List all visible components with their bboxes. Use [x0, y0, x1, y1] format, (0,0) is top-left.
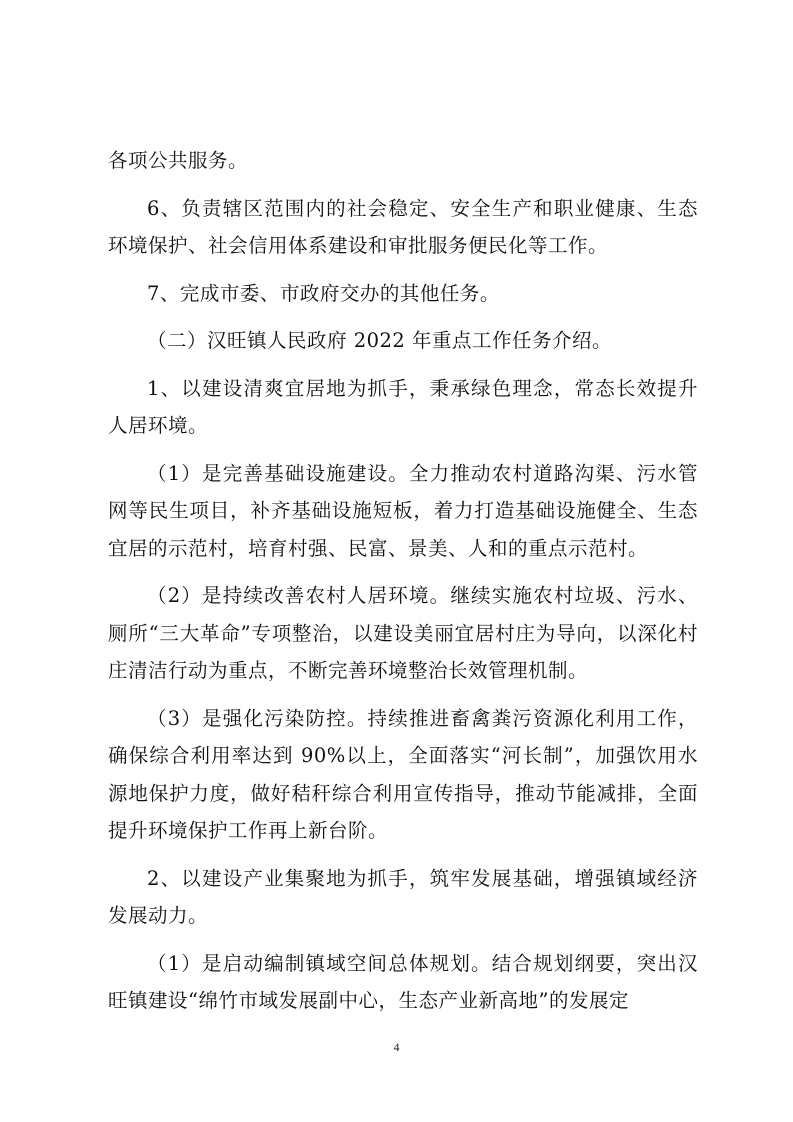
paragraph-task-2: 2、以建设产业集聚地为抓手，筑牢发展基础，增强镇域经济发展动力。 — [108, 866, 698, 927]
section-heading: （二）汉旺镇人民政府 2022 年重点工作任务介绍。 — [147, 329, 613, 352]
paragraph-task-1-sub-3: （3）是强化污染防控。持续推进畜禽粪污资源化利用工作，确保综合利用率达到 90%以上，全面落实“河长制”，加强饮用水源地保护力度，做好秸秆综合利用宣传指导，推动节能减排，全面提升环境保护工作再上新台阶。 — [108, 706, 698, 842]
paragraph-task-1-sub-1: （1）是完善基础设施建设。全力推动农村道路沟渠、污水管网等民生项目，补齐基础设施短板，着力打造基础设施健全、生态宜居的示范村，培育村强、民富、景美、人和的重点示范村。 — [108, 461, 698, 560]
paragraph-task-1-sub-2: （2）是持续改善农村人居环境。继续实施农村垃圾、污水、厕所“三大革命”专项整治，以建设美丽宜居村庄为导向，以深化村庄清洁行动为重点，不断完善环境整治长效管理机制。 — [108, 584, 698, 682]
paragraph-continuation: 各项公共服务。 — [108, 149, 249, 172]
document-body — [108, 142, 698, 1020]
paragraph-task-1: 1、以建设清爽宜居地为抓手，秉承绿色理念，常态长效提升人居环境。 — [108, 376, 698, 437]
paragraph-item-6: 6、负责辖区范围内的社会稳定、安全生产和职业健康、生态环境保护、社会信用体系建设和审批服务便民化等工作。 — [108, 196, 698, 257]
paragraph-task-2-sub-1: （1）是启动编制镇域空间总体规划。结合规划纲要，突出汉旺镇建设“绵竹市域发展副中心，生态产业新高地”的发展定 — [108, 951, 698, 1012]
paragraph-item-7: 7、完成市委、市政府交办的其他任务。 — [147, 281, 500, 305]
page-number: 4 — [393, 1040, 400, 1054]
